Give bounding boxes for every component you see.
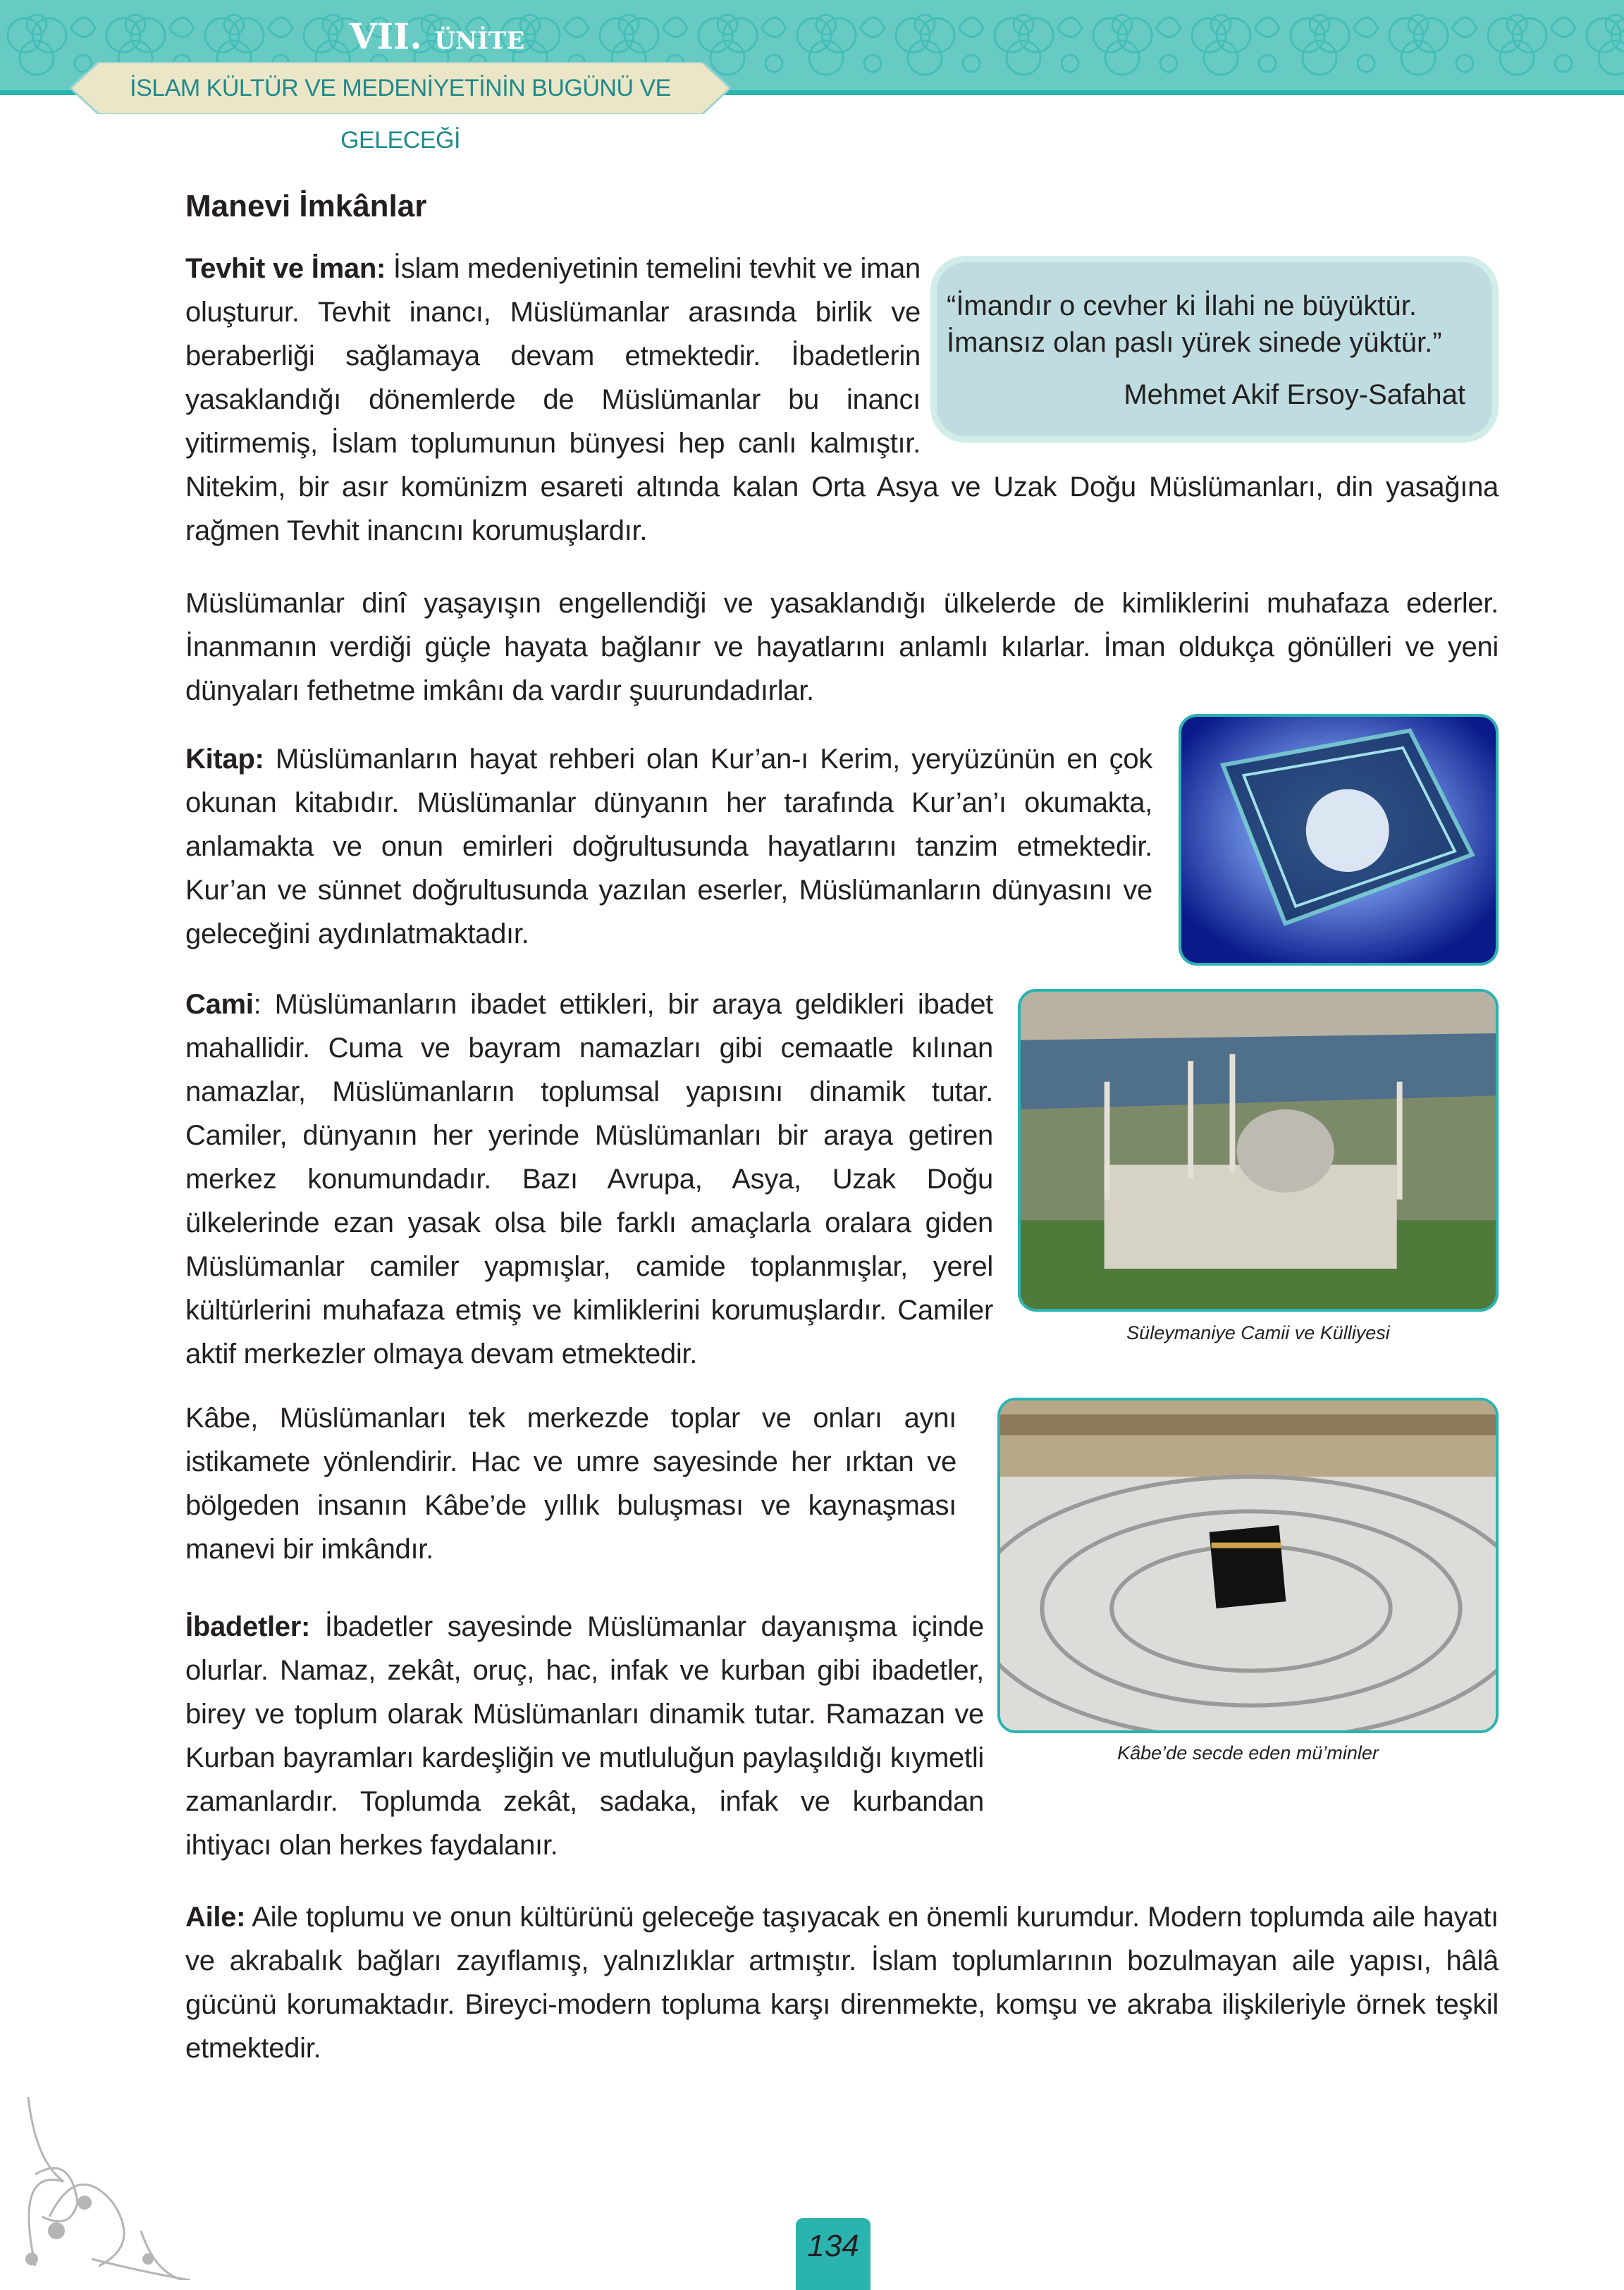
floral-ornament [7,2097,194,2280]
term: Tevhit ve İman: [185,253,386,284]
suleymaniye-mosque-image [1018,989,1499,1312]
term: İbadetler: [185,1611,311,1642]
page-number: 134 [796,2218,871,2290]
paragraph-cami [127,983,993,1376]
unit-title [0,16,874,57]
chapter-title: İSLAM KÜLTÜR VE MEDENİYETİNİN BUGÜNÜ VE GELECEĞİ [130,75,671,154]
unit-word: ÜNİTE [434,27,525,55]
kaaba-caption: Kâbe’de secde eden mü’minler [1117,1742,1379,1763]
quote-line: İmansız olan paslı yürek sinede yüktür.” [947,327,1442,358]
quote-author: Mehmet Akif Ersoy-Safahat [1124,379,1465,410]
quote-line: “İmandır o cevher ki İlahi ne büyüktür. [947,290,1417,321]
paragraph-text: Aile toplumu ve onun kültürünü geleceğe taşıyacak en önemli kurumdur. Modern toplumda aile hayatı ve akrabalık bağları zayıflamış, yalnızlıklar artmıştır. İslam toplumlarının bozulmayan aile yapısı, hâlâ gücünü korumaktadır. Bireyci-modern topluma karşı direnmekte, komşu ve akraba ilişkileriyle örnek teşkil etmektedir. [185,1902,1499,2064]
term: Aile: [185,1902,246,1933]
paragraph-kimlik: Müslümanlar dinî yaşayışın engellendiği ve yasaklandığı ülkelerde de kimliklerini muhafaza ederler. İnanmanın verdiği güçle hayata bağlanır ve hayatlarını anlamlı kılarlar. İman oldukça gönülleri ve yeni dünyaları fethetme imkânı da vardır şuurundadırlar. [185,588,1499,706]
paragraph-text: İbadetler sayesinde Müslümanlar dayanışma içinde olurlar. Namaz, zekât, oruç, hac, infak ve kurban gibi ibadetler, birey ve toplum olarak Müslümanları dinamik tutar. Ramazan ve Kurban bayramları kardeşliğin ve mutluluğun paylaşıldığı kıymetli zamanlardır. Toplumda zekât, sadaka, infak ve kurbandan ihtiyacı olan herkes faydalanır. [185,1611,984,1861]
paragraph-text: Müslümanların hayat rehberi olan Kur’an-ı Kerim, yeryüzünün en çok okunan kitabıdır. Müslümanlar dünyanın her tarafında Kur’an’ı okumakta, anlamakta ve onun emirleri doğrultusunda hayatlarını tanzim etmektedir. Kur’an ve sünnet doğrultusunda yazılan eserler, Müslümanların dünyasını ve geleceğini aydınlatmaktadır. [185,744,1152,949]
section-title: Manevi İmkânlar [185,189,427,223]
term: Cami [185,989,254,1020]
mosque-caption: Süleymaniye Camii ve Külliyesi [1126,1322,1390,1343]
paragraph-text: : Müslümanların ibadet ettikleri, bir araya geldikleri ibadet mahallidir. Cuma ve bayram namazları gibi cemaatle kılınan namazlar, Müslümanların toplumsal yapısını dinamik tutar. Camiler, dünyanın her yerinde Müslümanları bir araya getiren merkez konumundadır. Bazı Avrupa, Asya, Uzak Doğu ülkelerinde ezan yasak olsa bile farklı amaçlarla oralara giden Müslümanlar camiler yapmışlar, camide toplanmışlar, yerel kültürlerini muhafaza etmiş ve kimliklerini korumuşlardır. Camiler aktif merkezler olmaya devam etmektedir. [185,989,993,1369]
paragraph-tevhit [127,247,1499,553]
term: Kitap: [185,744,264,775]
paragraph-kabe: Kâbe, Müslümanları tek merkezde toplar ve onları aynı istikamete yönlendirir. Hac ve umre sayesinde her ırktan ve bölgeden insanın Kâbe’de yıllık buluşması ve kaynaşması manevi bir imkândır. [185,1403,956,1565]
paragraph-aile [127,1895,1499,2070]
paragraph-text: İslam medeniyetinin temelini tevhit ve iman oluşturur. Tevhit inancı, Müslümanlar arasında birlik ve beraberliği sağlamaya devam etmektedir. İbadetlerin yasaklandığı dönemlerde de Müslümanlar bu inancı yitirmemiş, İslam toplumunun bünyesi hep canlı kalmıştır. Nitekim, bir asır komünizm esareti altında kalan Orta Asya ve Uzak Doğu Müslümanları, din yasağına rağmen Tevhit inancını korumuşlardır. [185,253,1499,546]
kaaba-image [997,1398,1499,1733]
paragraph-kitap [127,737,1152,956]
unit-number: VII. [349,16,422,57]
quran-image [1179,714,1499,966]
quote-spacer [921,247,1499,465]
